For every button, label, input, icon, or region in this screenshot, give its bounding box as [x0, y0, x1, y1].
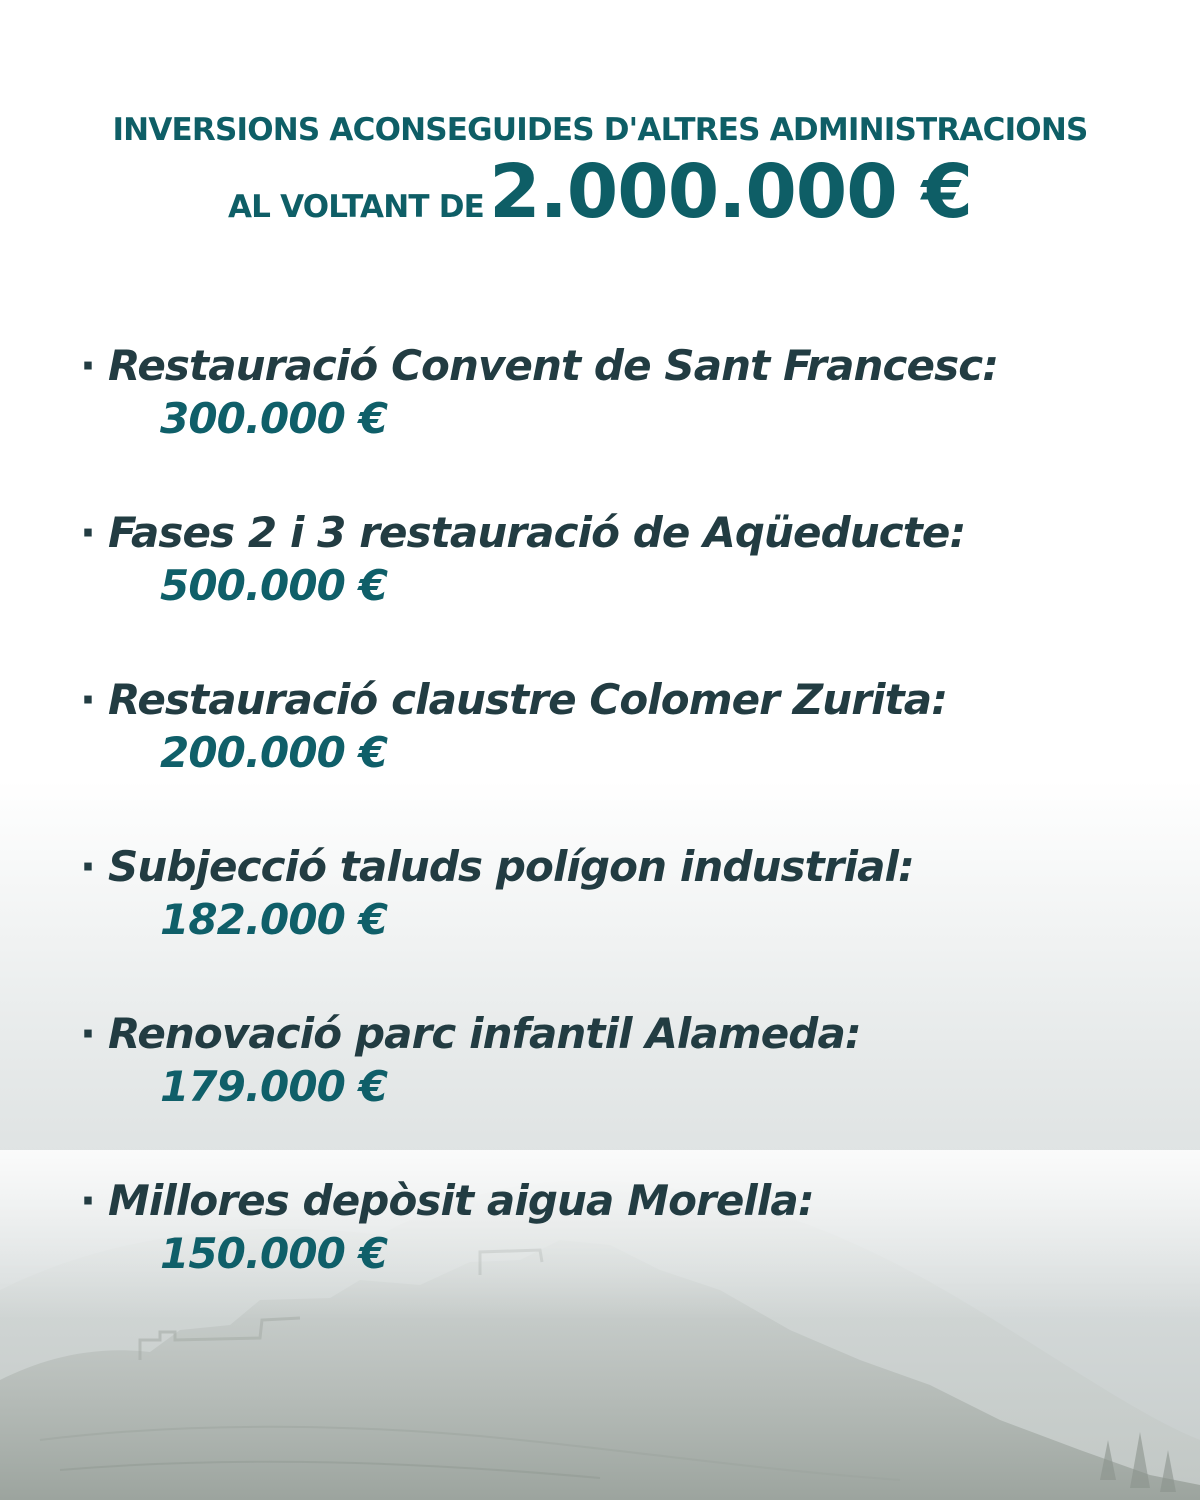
- list-item: [80, 1006, 1160, 1173]
- bullet-icon: ·: [80, 341, 96, 390]
- item-label: Restauració claustre Colomer Zurita:: [108, 675, 948, 724]
- bullet-icon: ·: [80, 842, 96, 891]
- header-prefix: AL VOLTANT DE: [227, 189, 485, 225]
- item-label: Fases 2 i 3 restauració de Aqüeducte:: [108, 508, 966, 557]
- item-label: Renovació parc infantil Alameda:: [108, 1009, 861, 1058]
- item-label: Millores depòsit aigua Morella:: [108, 1176, 814, 1225]
- list-item: [80, 839, 1160, 1006]
- item-amount: 300.000 €: [160, 394, 388, 443]
- header: [0, 108, 1200, 252]
- item-label: Restauració Convent de Sant Francesc:: [108, 341, 999, 390]
- item-amount: 182.000 €: [160, 895, 388, 944]
- investment-list: [80, 338, 1160, 1340]
- item-amount: 200.000 €: [160, 728, 388, 777]
- bullet-icon: ·: [80, 1009, 96, 1058]
- list-item: [80, 1173, 1160, 1340]
- list-item: [80, 672, 1160, 839]
- item-label: Subjecció taluds polígon industrial:: [108, 842, 914, 891]
- bullet-icon: ·: [80, 508, 96, 557]
- item-amount: 500.000 €: [160, 561, 388, 610]
- header-total-amount: 2.000.000 €: [489, 149, 973, 235]
- list-item: [80, 338, 1160, 505]
- bullet-icon: ·: [80, 1176, 96, 1225]
- item-amount: 150.000 €: [160, 1229, 388, 1278]
- item-amount: 179.000 €: [160, 1062, 388, 1111]
- list-item: [80, 505, 1160, 672]
- bullet-icon: ·: [80, 675, 96, 724]
- header-title: INVERSIONS ACONSEGUIDES D'ALTRES ADMINISTRACIONS: [112, 112, 1088, 148]
- header-total-line: [0, 149, 1200, 252]
